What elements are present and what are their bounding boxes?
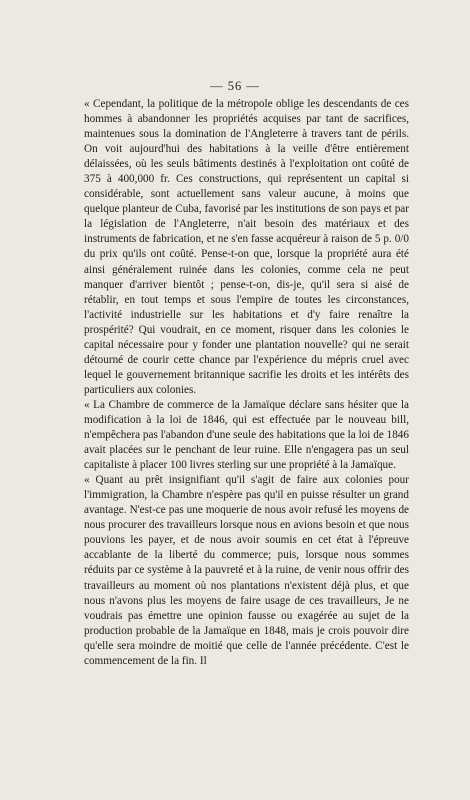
paragraph-1: « Cependant, la politique de la métropole oblige les descendants de ces hommes à abandonner les propriétés acquises par tant de sacrifices, maintenues sous la domination de l'Angleterre à travers tant de périls. On voit aujourd'hui des habitations à la veille d'être entièrement délaissées, où les seuls bâtiments destinés à l'exploitation ont coûté de 375 à 400,000 fr. Ces constructions, qui représentent un capital si considérable, sont actuellement sans valeur aucune, à moins que quelque planteur de Cuba, favorisé par les institutions de son pays et par la législation de l'Angleterre, n'ait besoin des matériaux et des instruments de fabrication, et ne s'en fasse acquéreur à raison de 5 p. 0/0 du prix qu'ils ont coûté. Pense-t-on que, lorsque la propriété aura été ainsi généralement ruinée dans les colonies, comme cela ne peut manquer d'arriver bientôt ; pense-t-on, dis-je, qu'il sera si aisé de rétablir, en tout temps et sous l'empire de toutes les circonstances, l'activité industrielle sur les habitations et d'y faire renaître la prospérité? Qui voudrait, en ce moment, risquer dans les colonies le capital nécessaire pour y fonder une plantation nouvelle? qui ne serait détourné de courir cette chance par l'expérience du mépris cruel avec lequel le gouvernement britannique sacrifie les droits et les intérêts des particuliers aux colonies. xyxy=(84,98,409,396)
body-text xyxy=(84,97,409,669)
paragraph-2: « La Chambre de commerce de la Jamaïque déclare sans hésiter que la modification à la loi de 1846, qui est effectuée par le nouveau bill, n'empêchera pas l'abandon d'une seule des habitations que la loi de 1846 avait placées sur le penchant de leur ruine. Elle n'engagera pas un seul capitaliste à placer 100 livres sterling sur une propriété à la Jamaïque. xyxy=(84,398,409,472)
page-number: — 56 — xyxy=(210,79,260,93)
paragraph-3: « Quant au prêt insignifiant qu'il s'agit de faire aux colonies pour l'immigration, la Chambre n'espère pas qu'il en puisse résulter un grand avantage. N'est-ce pas une moquerie de nous avoir refusé les moyens de nous procurer des travailleurs lorsque nous en avions besoin et que nous pouvions les payer, et de nous avoir soumis en cet état à l'épreuve accablante de la liberté du commerce; puis, lorsque nous sommes réduits par ce système à la pauvreté et à la ruine, de venir nous offrir des travailleurs au moment où nos plantations n'existent déjà plus, et que nous n'avons plus les moyens de faire usage de ces travailleurs, Je ne voudrais pas émettre une opinion fausse ou exagérée au sujet de la production probable de la Jamaïque en 1848, mais je crois pouvoir dire qu'elle sera moindre de moitié que celle de l'année précédente. C'est le commencement de la fin. Il xyxy=(84,474,409,667)
